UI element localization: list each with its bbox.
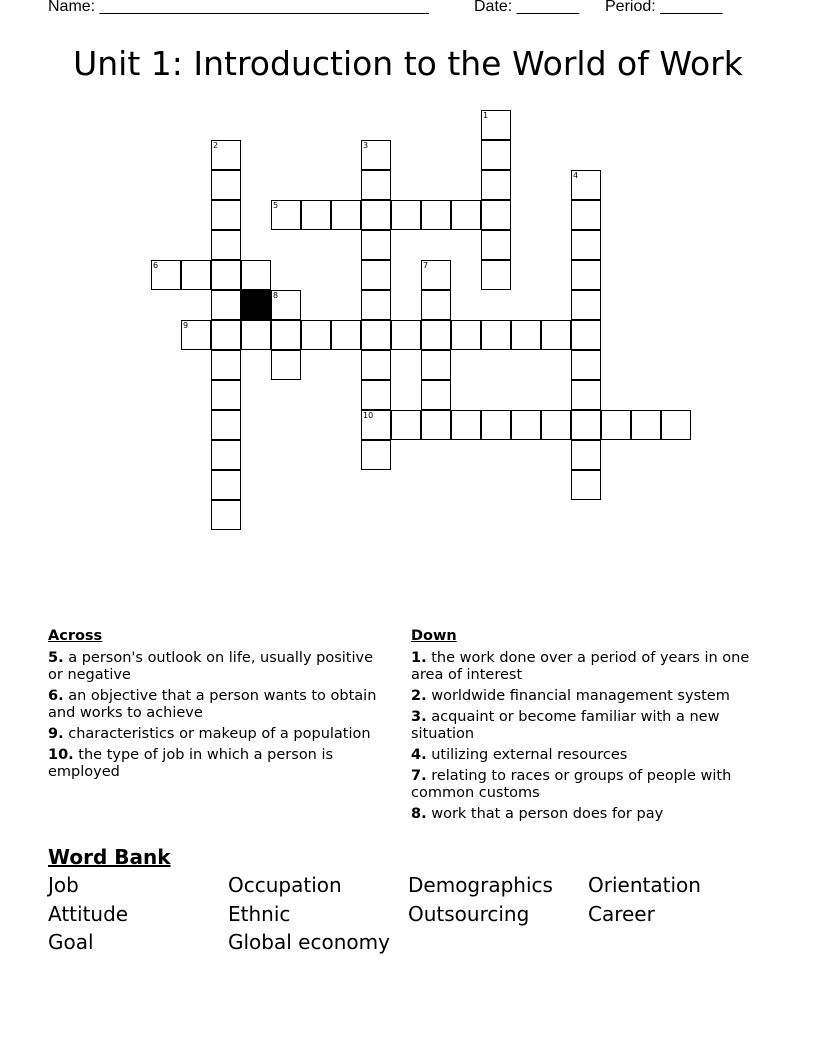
- crossword-cell[interactable]: [511, 320, 541, 350]
- word-bank-item: Orientation: [588, 873, 701, 897]
- crossword-cell[interactable]: [481, 170, 511, 200]
- crossword-cell[interactable]: [391, 200, 421, 230]
- crossword-cell[interactable]: [481, 200, 511, 230]
- across-clues: [48, 628, 388, 785]
- crossword-cell[interactable]: [661, 410, 691, 440]
- crossword-cell[interactable]: [421, 320, 451, 350]
- word-bank-item: Goal: [48, 930, 94, 954]
- cell-number: 8: [273, 291, 279, 300]
- crossword-cell[interactable]: [511, 410, 541, 440]
- crossword-cell[interactable]: [361, 440, 391, 470]
- crossword-cell[interactable]: [151, 260, 181, 290]
- crossword-cell[interactable]: [421, 380, 451, 410]
- crossword-cell[interactable]: [571, 260, 601, 290]
- name-label: Name:: [48, 0, 96, 15]
- crossword-cell[interactable]: [211, 410, 241, 440]
- clue-down-7: 7. relating to races or groups of people with common customs: [411, 768, 732, 801]
- crossword-cell[interactable]: [361, 350, 391, 380]
- crossword-cell[interactable]: [481, 110, 511, 140]
- crossword-black-cell: [241, 290, 271, 320]
- crossword-cell[interactable]: [391, 410, 421, 440]
- word-bank-item: Job: [48, 873, 79, 897]
- crossword-cell[interactable]: [571, 350, 601, 380]
- word-bank-item: Outsourcing: [408, 902, 530, 926]
- crossword-cell[interactable]: [271, 290, 301, 320]
- crossword-cell[interactable]: [361, 380, 391, 410]
- word-bank-item: Demographics: [408, 873, 553, 897]
- crossword-cell[interactable]: [181, 320, 211, 350]
- crossword-cell[interactable]: [211, 170, 241, 200]
- crossword-cell[interactable]: [331, 320, 361, 350]
- crossword-cell[interactable]: [241, 260, 271, 290]
- crossword-cell[interactable]: [211, 500, 241, 530]
- crossword-cell[interactable]: [571, 230, 601, 260]
- crossword-cell[interactable]: [601, 410, 631, 440]
- cell-number: 10: [363, 411, 374, 420]
- crossword-cell[interactable]: [361, 320, 391, 350]
- cell-number: 2: [213, 141, 219, 150]
- clue-down-1: 1. the work done over a period of years in one area of interest: [411, 650, 750, 683]
- cell-number: 4: [573, 171, 579, 180]
- clue-across-10: 10. the type of job in which a person is employed: [48, 747, 334, 780]
- clue-across-9: 9. characteristics or makeup of a population: [48, 726, 371, 742]
- crossword-cell[interactable]: [361, 260, 391, 290]
- clue-down-8: 8. work that a person does for pay: [411, 806, 664, 822]
- crossword-cell[interactable]: [211, 230, 241, 260]
- crossword-cell[interactable]: [451, 320, 481, 350]
- crossword-cell[interactable]: [421, 260, 451, 290]
- crossword-cell[interactable]: [571, 410, 601, 440]
- crossword-cell[interactable]: [361, 410, 391, 440]
- date-blank[interactable]: _______: [516, 0, 579, 15]
- crossword-cell[interactable]: [301, 320, 331, 350]
- crossword-cell[interactable]: [481, 140, 511, 170]
- crossword-cell[interactable]: [361, 290, 391, 320]
- clue-across-5: 5. a person's outlook on life, usually positive or negative: [48, 650, 374, 683]
- cell-number: 5: [273, 201, 279, 210]
- crossword-cell[interactable]: [361, 200, 391, 230]
- crossword-cell[interactable]: [481, 410, 511, 440]
- crossword-cell[interactable]: [541, 410, 571, 440]
- crossword-cell[interactable]: [451, 200, 481, 230]
- crossword-cell[interactable]: [421, 410, 451, 440]
- crossword-cell[interactable]: [571, 470, 601, 500]
- crossword-cell[interactable]: [571, 200, 601, 230]
- word-bank-item: Career: [588, 902, 655, 926]
- word-bank-title: Word Bank: [48, 845, 171, 869]
- crossword-cell[interactable]: [571, 320, 601, 350]
- cell-number: 3: [363, 141, 369, 150]
- word-bank-item: Attitude: [48, 902, 129, 926]
- crossword-cell[interactable]: [211, 440, 241, 470]
- crossword-cell[interactable]: [421, 350, 451, 380]
- crossword-cell[interactable]: [361, 230, 391, 260]
- crossword-cell[interactable]: [451, 410, 481, 440]
- crossword-cell[interactable]: [421, 200, 451, 230]
- crossword-cell[interactable]: [361, 170, 391, 200]
- word-bank-item: Occupation: [228, 873, 342, 897]
- crossword-cell[interactable]: [211, 320, 241, 350]
- down-heading: Down: [411, 628, 457, 644]
- cell-number: 9: [183, 321, 189, 330]
- crossword-cell[interactable]: [481, 230, 511, 260]
- crossword-cell[interactable]: [541, 320, 571, 350]
- across-heading: Across: [48, 628, 103, 644]
- crossword-cell[interactable]: [481, 260, 511, 290]
- crossword-cell[interactable]: [211, 470, 241, 500]
- period-label: Period:: [605, 0, 656, 15]
- crossword-cell[interactable]: [211, 350, 241, 380]
- crossword-cell[interactable]: [271, 200, 301, 230]
- crossword-cell[interactable]: [211, 200, 241, 230]
- down-clues: [411, 628, 761, 827]
- crossword-cell[interactable]: [421, 290, 451, 320]
- cell-number: 6: [153, 261, 159, 270]
- crossword-cell[interactable]: [271, 320, 301, 350]
- crossword-cell[interactable]: [481, 320, 511, 350]
- clue-down-3: 3. acquaint or become familiar with a new situation: [411, 709, 720, 742]
- crossword-cell[interactable]: [331, 200, 361, 230]
- word-bank-item: Global economy: [228, 930, 390, 954]
- crossword-cell[interactable]: [391, 320, 421, 350]
- clue-down-2: 2. worldwide financial management system: [411, 688, 730, 704]
- period-blank[interactable]: _______: [660, 0, 723, 15]
- crossword-cell[interactable]: [571, 170, 601, 200]
- crossword-cell[interactable]: [211, 140, 241, 170]
- crossword-cell[interactable]: [571, 440, 601, 470]
- clue-down-4: 4. utilizing external resources: [411, 747, 628, 763]
- crossword-cell[interactable]: [271, 350, 301, 380]
- crossword-cell[interactable]: [301, 200, 331, 230]
- clue-across-6: 6. an objective that a person wants to obtain and works to achieve: [48, 688, 377, 721]
- crossword-cell[interactable]: [571, 380, 601, 410]
- cell-number: 1: [483, 111, 489, 120]
- crossword-cell[interactable]: [211, 260, 241, 290]
- date-label: Date:: [474, 0, 513, 15]
- word-bank-item: Ethnic: [228, 902, 291, 926]
- cell-number: 7: [423, 261, 429, 270]
- crossword-cell[interactable]: [571, 290, 601, 320]
- crossword-cell[interactable]: [181, 260, 211, 290]
- crossword-cell[interactable]: [211, 380, 241, 410]
- page-title: Unit 1: Introduction to the World of Work: [73, 44, 743, 83]
- name-blank[interactable]: _____________________________________: [99, 0, 429, 15]
- crossword-cell[interactable]: [361, 140, 391, 170]
- crossword-cell[interactable]: [631, 410, 661, 440]
- crossword-cell[interactable]: [211, 290, 241, 320]
- crossword-cell[interactable]: [241, 320, 271, 350]
